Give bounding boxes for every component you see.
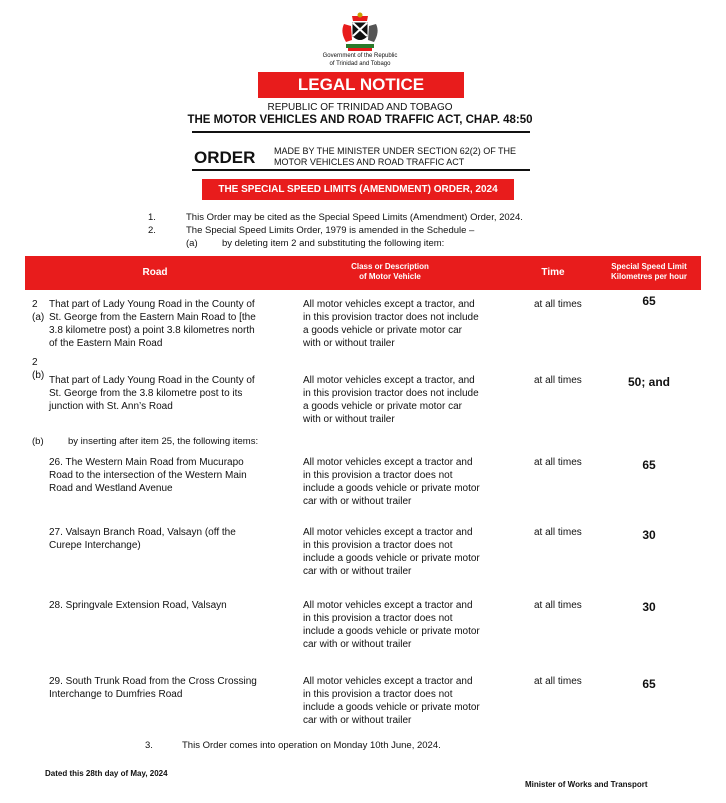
- row-1-class-line: All motor vehicles except a tractor, and: [303, 299, 475, 310]
- clause-2-number: 2.: [148, 225, 156, 236]
- clause-1-number: 1.: [148, 212, 156, 223]
- table-header: [25, 256, 701, 290]
- column-header-time: Time: [541, 267, 565, 278]
- row-6-road-line: 29. South Trunk Road from the Cross Crossing: [49, 676, 257, 687]
- row-3-class-line: in this provision a tractor does not: [303, 470, 453, 481]
- row-5-time: at all times: [534, 600, 582, 611]
- row-4-class: [303, 526, 523, 578]
- government-caption: [260, 52, 460, 68]
- column-header-speed-line-2: Kilometres per hour: [610, 272, 687, 281]
- republic-heading: REPUBLIC OF TRINIDAD AND TOBAGO: [267, 102, 453, 113]
- row-2-class-line: All motor vehicles except a tractor, and: [303, 375, 475, 386]
- row-4-class-line: include a goods vehicle or private motor: [303, 553, 480, 564]
- row-3-road-line: 26. The Western Main Road from Mucurapo: [49, 457, 244, 468]
- column-header-speed-line-1: Special Speed Limit: [611, 262, 687, 271]
- clause-3-text: This Order comes into operation on Monday 10th June, 2024.: [182, 740, 441, 751]
- row-4-time: at all times: [534, 527, 582, 538]
- row-6-speed: 65: [642, 677, 656, 691]
- row-5-class-line: in this provision a tractor does not: [303, 613, 453, 624]
- order-heading: ORDER: [194, 148, 256, 167]
- row-3-speed: 65: [642, 458, 656, 472]
- row-2-road-line: That part of Lady Young Road in the County of: [49, 375, 255, 386]
- row-1-speed: 65: [642, 294, 656, 308]
- row-6-class-line: car with or without trailer: [303, 715, 412, 726]
- order-authority-line-2: MOTOR VEHICLES AND ROAD TRAFFIC ACT: [274, 156, 465, 167]
- row-2-road-line: junction with St. Ann’s Road: [49, 401, 173, 412]
- row-1-road-line: St. George from the Eastern Main Road to [the: [49, 312, 256, 323]
- legal-notice-banner: LEGAL NOTICE: [258, 72, 464, 98]
- divider-bottom: [192, 169, 530, 171]
- row-4-class-line: All motor vehicles except a tractor and: [303, 527, 473, 538]
- clause-2a-label: (a): [186, 238, 198, 249]
- order-title-banner: THE SPECIAL SPEED LIMITS (AMENDMENT) ORDER, 2024: [202, 179, 514, 200]
- row-2-road-line: St. George from the 3.8 kilometre post to its: [49, 388, 243, 399]
- row-1-class: [303, 298, 523, 350]
- row-1-road-line: of the Eastern Main Road: [49, 338, 163, 349]
- row-2-road: [49, 374, 289, 413]
- divider-top: [192, 131, 530, 133]
- minister-signature-line: Minister of Works and Transport: [525, 780, 648, 789]
- order-authority: [274, 146, 544, 167]
- row-1-class-line: with or without trailer: [303, 338, 395, 349]
- row-5-road: [49, 599, 289, 612]
- row-5-road-line: 28. Springvale Extension Road, Valsayn: [49, 600, 227, 611]
- row-4-speed: 30: [642, 528, 656, 542]
- row-5-speed: 30: [642, 600, 656, 614]
- row-6-road: [49, 675, 289, 701]
- dated-line: Dated this 28th day of May, 2024: [45, 769, 168, 778]
- row-5-class: [303, 599, 523, 651]
- row-6-road-line: Interchange to Dumfries Road: [49, 689, 183, 700]
- row-1-item-number: 2: [32, 299, 38, 310]
- row-6-time: at all times: [534, 676, 582, 687]
- row-4-class-line: car with or without trailer: [303, 566, 412, 577]
- column-header-road: Road: [142, 267, 168, 278]
- row-6-class-line: All motor vehicles except a tractor and: [303, 676, 473, 687]
- row-2-item-number: 2: [32, 357, 38, 368]
- row-2-class: [303, 374, 523, 426]
- government-line-1: Government of the Republic: [322, 53, 398, 59]
- order-authority-line-1: MADE BY THE MINISTER UNDER SECTION 62(2) OF THE: [274, 146, 517, 156]
- row-2-time: at all times: [534, 375, 582, 386]
- row-1-class-line: a goods vehicle or private motor car: [303, 325, 462, 336]
- row-3-class-line: car with or without trailer: [303, 496, 412, 507]
- row-4-class-line: in this provision a tractor does not: [303, 540, 453, 551]
- row-4-road: [49, 526, 289, 552]
- row-1-road-line: 3.8 kilometre post) a point 3.8 kilometres north: [49, 325, 255, 336]
- row-1-road: [49, 298, 289, 350]
- clause-2a-text: by deleting item 2 and substituting the following item:: [222, 238, 445, 249]
- row-5-class-line: All motor vehicles except a tractor and: [303, 600, 473, 611]
- row-3-time: at all times: [534, 457, 582, 468]
- row-3-class: [303, 456, 523, 508]
- row-6-class: [303, 675, 523, 727]
- act-heading: THE MOTOR VEHICLES AND ROAD TRAFFIC ACT, CHAP. 48:50: [187, 114, 533, 126]
- row-3-road: [49, 456, 289, 495]
- row-1-time: at all times: [534, 299, 582, 310]
- column-header-class-line-1: Class or Description: [351, 262, 429, 271]
- row-5-class-line: include a goods vehicle or private motor: [303, 626, 480, 637]
- column-header-class-line-2: of Motor Vehicle: [359, 272, 421, 281]
- row-1-class-line: in this provision tractor does not include: [303, 312, 479, 323]
- government-line-2: of Trinidad and Tobago: [329, 61, 391, 67]
- row-3-road-line: Road and Westland Avenue: [49, 483, 173, 494]
- clause-b-label: (b): [32, 436, 44, 447]
- column-header-speed: [599, 262, 699, 282]
- row-3-class-line: All motor vehicles except a tractor and: [303, 457, 473, 468]
- row-4-road-line: Curepe Interchange): [49, 540, 141, 551]
- clause-3-number: 3.: [145, 740, 153, 751]
- row-3-road-line: Road to the intersection of the Western Main: [49, 470, 247, 481]
- row-5-class-line: car with or without trailer: [303, 639, 412, 650]
- column-header-class: [325, 262, 455, 282]
- clause-2-text: The Special Speed Limits Order, 1979 is amended in the Schedule –: [186, 225, 475, 236]
- row-2-class-line: with or without trailer: [303, 414, 395, 425]
- row-1-road-line: That part of Lady Young Road in the County of: [49, 299, 255, 310]
- coat-of-arms-icon: [338, 12, 382, 52]
- clause-b-text: by inserting after item 25, the following items:: [68, 436, 259, 447]
- row-2-item-letter: (b): [32, 370, 45, 381]
- row-2-class-line: a goods vehicle or private motor car: [303, 401, 462, 412]
- row-6-class-line: include a goods vehicle or private motor: [303, 702, 480, 713]
- row-2-class-line: in this provision tractor does not include: [303, 388, 479, 399]
- row-2-speed: 50; and: [627, 375, 670, 389]
- row-6-class-line: in this provision a tractor does not: [303, 689, 453, 700]
- clause-1-text: This Order may be cited as the Special Speed Limits (Amendment) Order, 2024.: [186, 212, 523, 223]
- row-1-item-letter: (a): [32, 312, 45, 323]
- row-4-road-line: 27. Valsayn Branch Road, Valsayn (off the: [49, 527, 236, 538]
- row-3-class-line: include a goods vehicle or private motor: [303, 483, 480, 494]
